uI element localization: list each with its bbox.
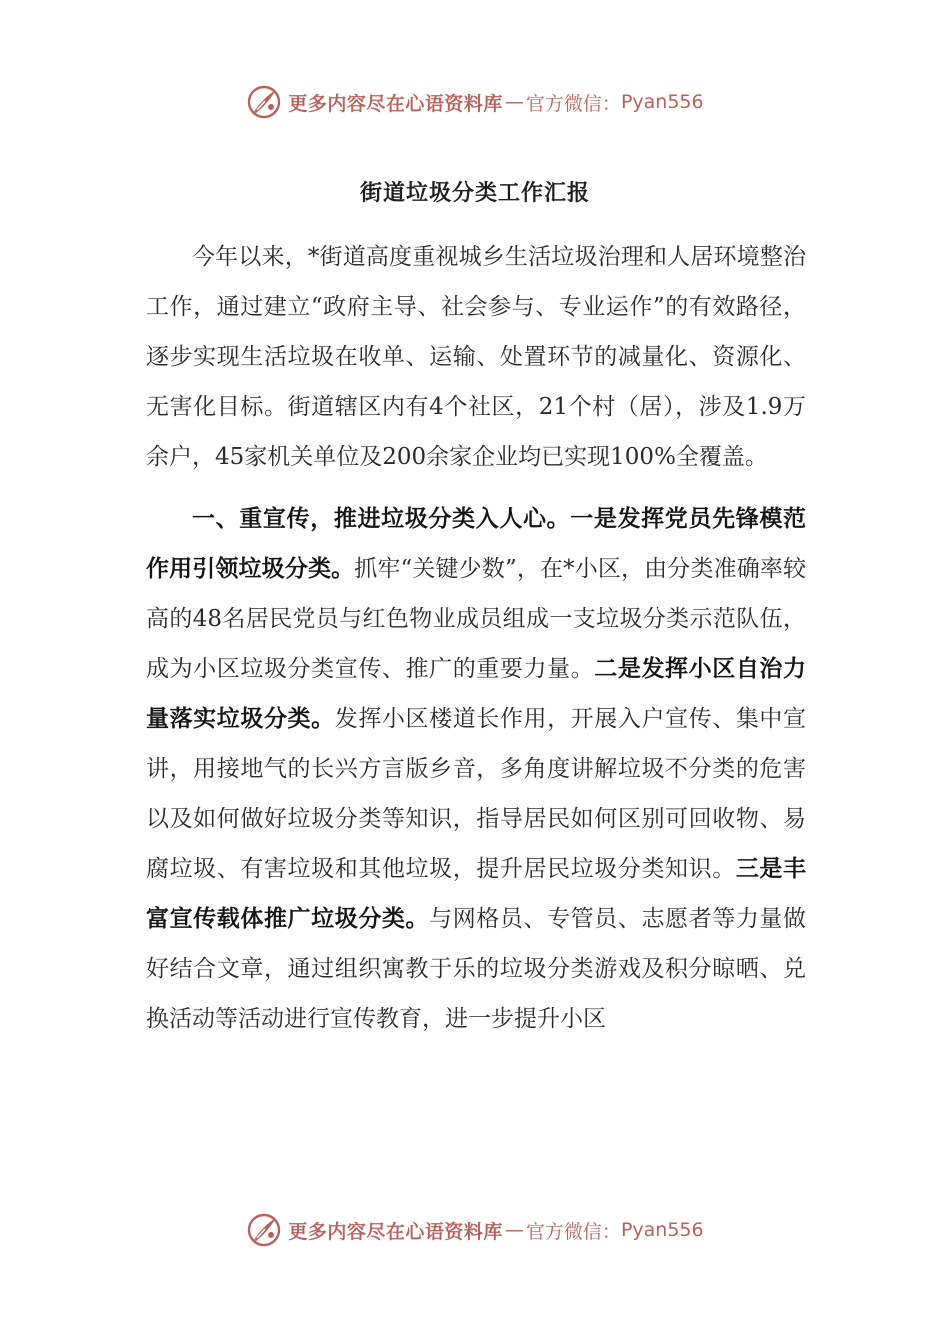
footer-banner xyxy=(0,1212,950,1248)
banner-brand-text: 更多内容尽在心语资料库 xyxy=(288,1220,503,1243)
point-3-title: 三是丰富宣传载体推广垃圾分类。 xyxy=(146,855,807,932)
section-1-paragraph xyxy=(146,494,806,1044)
banner-dash: — xyxy=(504,91,524,113)
banner-wechat-label: 官方微信： xyxy=(525,92,621,115)
point-2-title: 二是发挥小区自治力量落实垃圾分类。 xyxy=(146,655,807,732)
quill-pen-logo-icon xyxy=(246,1212,282,1248)
point-1-title: 一是发挥党员先锋模范作用引领垃圾分类。 xyxy=(146,505,807,582)
banner-wechat-label: 官方微信： xyxy=(525,1220,621,1243)
header-banner xyxy=(0,84,950,120)
quill-pen-logo-icon xyxy=(246,84,282,120)
document-body xyxy=(146,232,806,1044)
intro-paragraph: 今年以来，*街道高度重视城乡生活垃圾治理和人居环境整治工作，通过建立“政府主导、社会参与、专业运作”的有效路径，逐步实现生活垃圾在收单、运输、处置环节的减量化、资源化、无害化目标。街道辖区内有4个社区，21个村（居），涉及1.9万余户，45家机关单位及200余家企业均已实现100%全覆盖。 xyxy=(146,244,806,470)
document-title: 街道垃圾分类工作汇报 xyxy=(359,180,590,206)
point-1-text: 抓牢“关键少数”，在*小区，由分类准确率较高的48名居民党员与红色物业成员组成一支垃圾分类示范队伍，成为小区垃圾分类宣传、推广的重要力量。 xyxy=(146,556,806,682)
point-3-text: 与网格员、专管员、志愿者等力量做好结合文章，通过组织寓教于乐的垃圾分类游戏及积分晾晒、兑换活动等活动进行宣传教育，进一步提升小区 xyxy=(146,906,807,1032)
banner-wechat-id: Pyan556 xyxy=(620,91,704,113)
banner-brand-text: 更多内容尽在心语资料库 xyxy=(288,92,503,115)
section-1-heading: 一、重宣传，推进垃圾分类入人心。 xyxy=(192,505,571,532)
banner-wechat-id: Pyan556 xyxy=(620,1219,704,1241)
point-2-text: 发挥小区楼道长作用，开展入户宣传、集中宣讲，用接地气的长兴方言版乡音，多角度讲解垃圾不分类的危害以及如何做好垃圾分类等知识，指导居民如何区别可回收物、易腐垃圾、有害垃圾和其他垃圾，提升居民垃圾分类知识。 xyxy=(146,706,807,882)
banner-dash: — xyxy=(504,1219,524,1241)
